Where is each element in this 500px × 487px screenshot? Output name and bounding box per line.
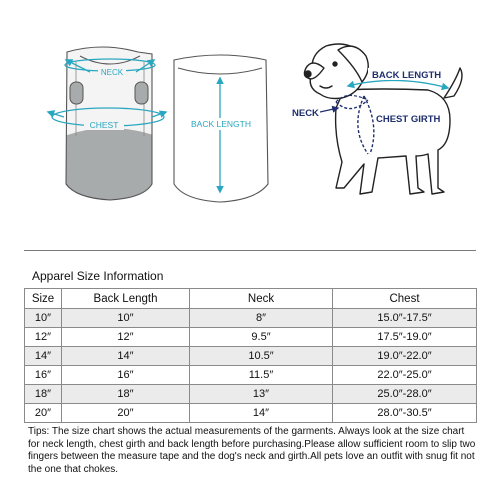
table-row <box>25 385 477 404</box>
header-back-length: Back Length <box>62 289 190 309</box>
cell-back-length: 10″ <box>62 309 190 328</box>
size-table <box>24 288 477 423</box>
cell-size: 14″ <box>25 347 62 366</box>
front-neck-label: NECK <box>100 68 124 77</box>
header-chest: Chest <box>333 289 477 309</box>
cell-chest: 25.0″-28.0″ <box>333 385 477 404</box>
cell-back-length: 20″ <box>62 404 190 423</box>
size-chart-card <box>24 16 476 475</box>
dog-back-length-label: BACK LENGTH <box>372 70 442 81</box>
cell-size: 10″ <box>25 309 62 328</box>
cell-back-length: 18″ <box>62 385 190 404</box>
cell-size: 18″ <box>25 385 62 404</box>
cell-chest: 15.0″-17.5″ <box>333 309 477 328</box>
table-row <box>25 328 477 347</box>
header-neck: Neck <box>190 289 333 309</box>
table-row <box>25 309 477 328</box>
cell-back-length: 16″ <box>62 366 190 385</box>
cell-chest: 28.0″-30.5″ <box>333 404 477 423</box>
table-header-row <box>25 289 477 309</box>
table-row <box>25 404 477 423</box>
back-length-label: BACK LENGTH <box>191 119 251 129</box>
cell-size: 16″ <box>25 366 62 385</box>
cell-neck: 14″ <box>190 404 333 423</box>
cell-chest: 17.5″-19.0″ <box>333 328 477 347</box>
dog-neck-label: NECK <box>292 108 319 119</box>
cell-chest: 19.0″-22.0″ <box>333 347 477 366</box>
cell-neck: 11.5″ <box>190 366 333 385</box>
header-size: Size <box>25 289 62 309</box>
measurement-illustration <box>24 16 476 251</box>
table-row <box>25 366 477 385</box>
dog-chest-girth-label: CHEST GIRTH <box>376 114 441 125</box>
tips-text: Tips: The size chart shows the actual measurements of the garments. Always look at the size chart for neck length, chest girth and back length before purchasing.Please allow sufficient room to slip two fingers between the measure tape and the dog's neck and girth.All pets love an outfit with snug fit not the one that chokes. <box>28 426 476 475</box>
cell-neck: 10.5″ <box>190 347 333 366</box>
cell-back-length: 14″ <box>62 347 190 366</box>
cell-size: 20″ <box>25 404 62 423</box>
cell-size: 12″ <box>25 328 62 347</box>
cell-neck: 9.5″ <box>190 328 333 347</box>
cell-back-length: 12″ <box>62 328 190 347</box>
cell-neck: 8″ <box>190 309 333 328</box>
table-row <box>25 347 477 366</box>
cell-neck: 13″ <box>190 385 333 404</box>
front-chest-label: CHEST <box>89 120 119 130</box>
cell-chest: 22.0″-25.0″ <box>333 366 477 385</box>
table-title: Apparel Size Information <box>32 269 164 283</box>
